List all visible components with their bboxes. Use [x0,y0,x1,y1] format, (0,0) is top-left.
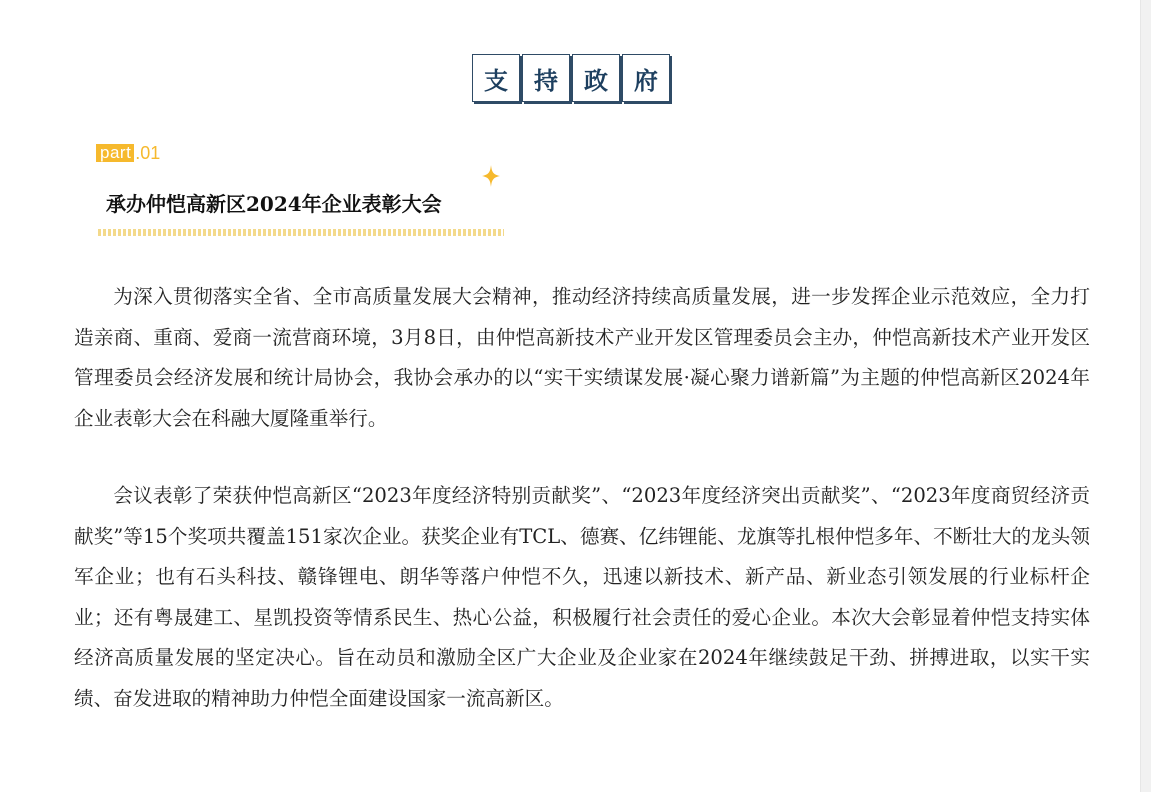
part-label [96,144,160,162]
section-title-char: 府 [622,54,670,102]
scrollbar[interactable] [1140,0,1151,792]
sparkle-icon [482,165,500,187]
part-word: part [96,144,134,162]
heading-underline [98,229,504,236]
section-title-char: 政 [572,54,620,102]
paragraph: 为深入贯彻落实全省、全市高质量发展大会精神，推动经济持续高质量发展，进一步发挥企业示范效应，全力打造亲商、重商、爱商一流营商环境，3月8日，由仲恺高新技术产业开发区管理委员会主办，仲恺高新技术产业开发区管理委员会经济发展和统计局协会，我协会承办的以“实干实绩谋发展·凝心聚力谱新篇”为主题的仲恺高新区2024年企业表彰大会在科融大厦隆重举行。 [74,285,1090,430]
section-title-char: 支 [472,54,520,102]
paragraph: 会议表彰了荣获仲恺高新区“2023年度经济特别贡献奖”、“2023年度经济突出贡献奖”、“2023年度商贸经济贡献奖”等15个奖项共覆盖151家次企业。获奖企业有TCL、德赛、亿纬锂能、龙旗等扎根仲恺多年、不断壮大的龙头领军企业；也有石头科技、赣锋锂电、朗华等落户仲恺不久，迅速以新技术、新产品、新业态引领发展的行业标杆企业；还有粤晟建工、星凯投资等情系民生、热心公益，积极履行社会责任的爱心企业。本次大会彰显着仲恺支持实体经济高质量发展的坚定决心。旨在动员和激励全区广大企业及企业家在2024年继续鼓足干劲、拼搏进取，以实干实绩、奋发进取的精神助力仲恺全面建设国家一流高新区。 [74,484,1090,710]
article-heading: 承办仲恺高新区2024年企业表彰大会 [106,192,442,216]
part-number: .01 [135,143,161,163]
section-title [472,54,670,102]
section-title-char: 持 [522,54,570,102]
